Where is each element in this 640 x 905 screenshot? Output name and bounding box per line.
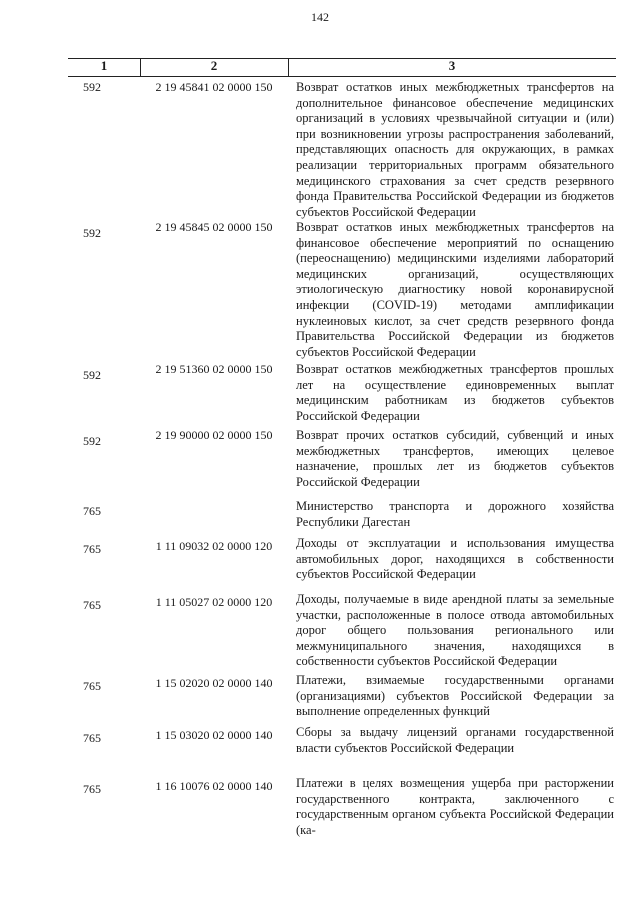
income-name-cell: Возврат остатков иных межбюджетных трансфертов на дополнительное финансовое обеспечение медицинских организаций в условиях чрезвычайной ситуации и (или) при возникновении угрозы распространения заболеваний, представляющих опасность для окружающих, в рамках реализации территориальных программ обязательного медицинского страхования за счет средств резервного фонда Правительства Российской Федерации из бюджетов субъектов Российской Федерации xyxy=(296,80,614,219)
table-header-bottom-border xyxy=(68,76,616,77)
budget-code-cell: 2 19 51360 02 0000 150 xyxy=(155,362,273,376)
budget-code-cell: 1 16 10076 02 0000 140 xyxy=(155,779,273,793)
admin-code-cell: 765 xyxy=(83,731,101,745)
income-name-cell: Возврат прочих остатков субсидий, субвенций и иных межбюджетных трансфертов, имеющих целевое назначение, прошлых лет из бюджетов субъектов Российской Федерации xyxy=(296,428,614,489)
admin-code-cell: 592 xyxy=(83,80,101,94)
income-name-cell: Доходы от эксплуатации и использования имущества автомобильных дорог, находящихся в собственности субъектов Российской Федерации xyxy=(296,536,614,582)
admin-code-cell: 765 xyxy=(83,542,101,556)
admin-code-cell: 765 xyxy=(83,504,101,518)
budget-code-cell: 2 19 90000 02 0000 150 xyxy=(155,428,273,442)
income-name-cell: Платежи в целях возмещения ущерба при расторжении государственного контракта, заключенного с государственным органом субъекта Российской Федерации (ка- xyxy=(296,776,614,837)
admin-code-cell: 765 xyxy=(83,679,101,693)
page-number: 142 xyxy=(311,10,329,24)
budget-code-cell: 1 11 05027 02 0000 120 xyxy=(155,595,273,609)
income-name-cell: Возврат остатков межбюджетных трансфертов прошлых лет на осуществление единовременных выплат медицинским работникам из бюджетов субъектов Российской Федерации xyxy=(296,362,614,423)
admin-code-cell: 592 xyxy=(83,434,101,448)
table-header xyxy=(68,58,616,76)
budget-code-cell: 2 19 45845 02 0000 150 xyxy=(155,220,273,234)
income-name-cell: Сборы за выдачу лицензий органами государственной власти субъектов Российской Федерации xyxy=(296,725,614,755)
admin-code-cell: 592 xyxy=(83,226,101,240)
income-name-cell: Платежи, взимаемые государственными органами (организациями) субъектов Российской Федерации за выполнение определенных функций xyxy=(296,673,614,719)
budget-code-cell: 1 15 02020 02 0000 140 xyxy=(155,676,273,690)
budget-code-cell: 1 11 09032 02 0000 120 xyxy=(155,539,273,553)
admin-code-cell: 765 xyxy=(83,598,101,612)
admin-code-cell: 765 xyxy=(83,782,101,796)
budget-code-cell: 1 15 03020 02 0000 140 xyxy=(155,728,273,742)
income-name-cell: Министерство транспорта и дорожного хозяйства Республики Дагестан xyxy=(296,499,614,529)
budget-code-cell: 2 19 45841 02 0000 150 xyxy=(155,80,273,94)
column-header-1: 1 xyxy=(100,58,108,73)
income-name-cell: Возврат остатков иных межбюджетных трансфертов на финансовое обеспечение мероприятий по оснащению (переоснащению) медицинскими изделиями лабораторий медицинских организаций, осуществляющих этиологическую диагностику новой коронавирусной инфекции (COVID-19) методами амплификации нуклеиновых кислот, за счет средств резервного фонда Правительства Российской Федерации из бюджетов субъектов Российской Федерации xyxy=(296,220,614,359)
column-header-2: 2 xyxy=(210,58,218,73)
income-name-cell: Доходы, получаемые в виде арендной платы за земельные участки, расположенные в полосе отвода автомобильных дорог общего пользования регионального или межмуниципального значения, находящихся в собственности субъектов Российской Федерации xyxy=(296,592,614,669)
column-header-3: 3 xyxy=(448,58,456,73)
admin-code-cell: 592 xyxy=(83,368,101,382)
